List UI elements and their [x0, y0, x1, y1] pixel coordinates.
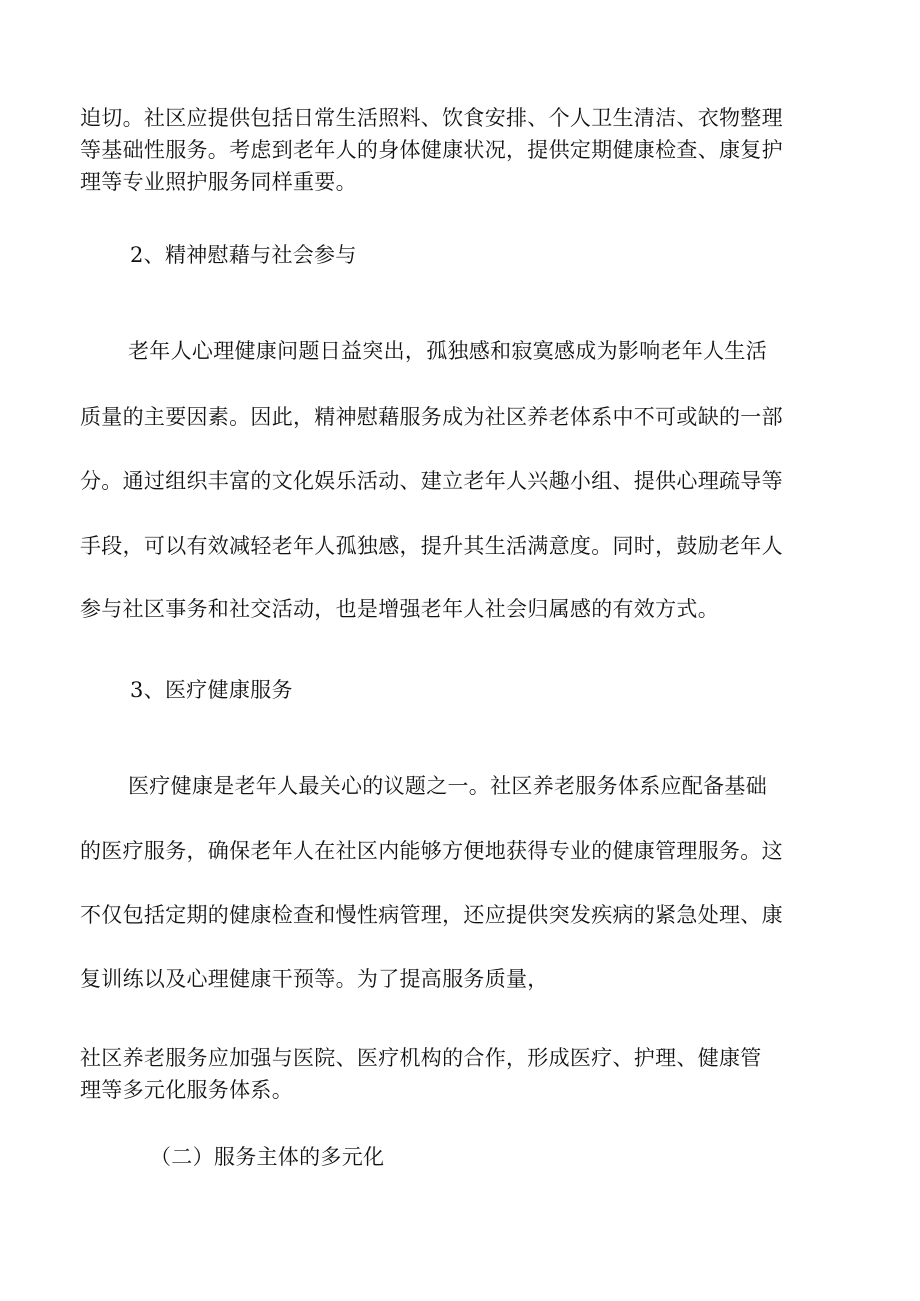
- paragraph-2-line-5: 参与社区事务和社交活动，也是增强老年人社会归属感的有效方式。: [80, 597, 719, 621]
- paragraph-2-line-3: 分。通过组织丰富的文化娱乐活动、建立老年人兴趣小组、提供心理疏导等: [80, 469, 783, 493]
- paragraph-2-line-2: 质量的主要因素。因此，精神慰藉服务成为社区养老体系中不可或缺的一部: [80, 405, 783, 429]
- paragraph-2-line-1: 老年人心理健康问题日益突出，孤独感和寂寞感成为影响老年人生活: [128, 339, 767, 363]
- paragraph-1-line-2: 等基础性服务。考虑到老年人的身体健康状况，提供定期健康检查、康复护: [80, 138, 783, 162]
- paragraph-1-line-1: 迫切。社区应提供包括日常生活照料、饮食安排、个人卫生清洁、衣物整理: [80, 106, 783, 130]
- paragraph-3-line-1: 医疗健康是老年人最关心的议题之一。社区养老服务体系应配备基础: [128, 774, 767, 798]
- paragraph-3-line-4: 复训练以及心理健康干预等。为了提高服务质量，: [80, 967, 549, 991]
- paragraph-4-line-1: 社区养老服务应加强与医院、医疗机构的合作，形成医疗、护理、健康管: [80, 1046, 762, 1070]
- section-heading-3: 3、医疗健康服务: [130, 678, 293, 702]
- paragraph-1-line-3: 理等专业照护服务同样重要。: [80, 170, 357, 194]
- subsection-heading: （二）服务主体的多元化: [150, 1145, 385, 1169]
- paragraph-4-line-2: 理等多元化服务体系。: [80, 1078, 293, 1102]
- paragraph-3-line-2: 的医疗服务，确保老年人在社区内能够方便地获得专业的健康管理服务。这: [80, 839, 783, 863]
- paragraph-3-line-3: 不仅包括定期的健康检查和慢性病管理，还应提供突发疾病的紧急处理、康: [80, 903, 783, 927]
- paragraph-2-line-4: 手段，可以有效减轻老年人孤独感，提升其生活满意度。同时，鼓励老年人: [80, 534, 783, 558]
- section-heading-2: 2、精神慰藉与社会参与: [130, 243, 357, 267]
